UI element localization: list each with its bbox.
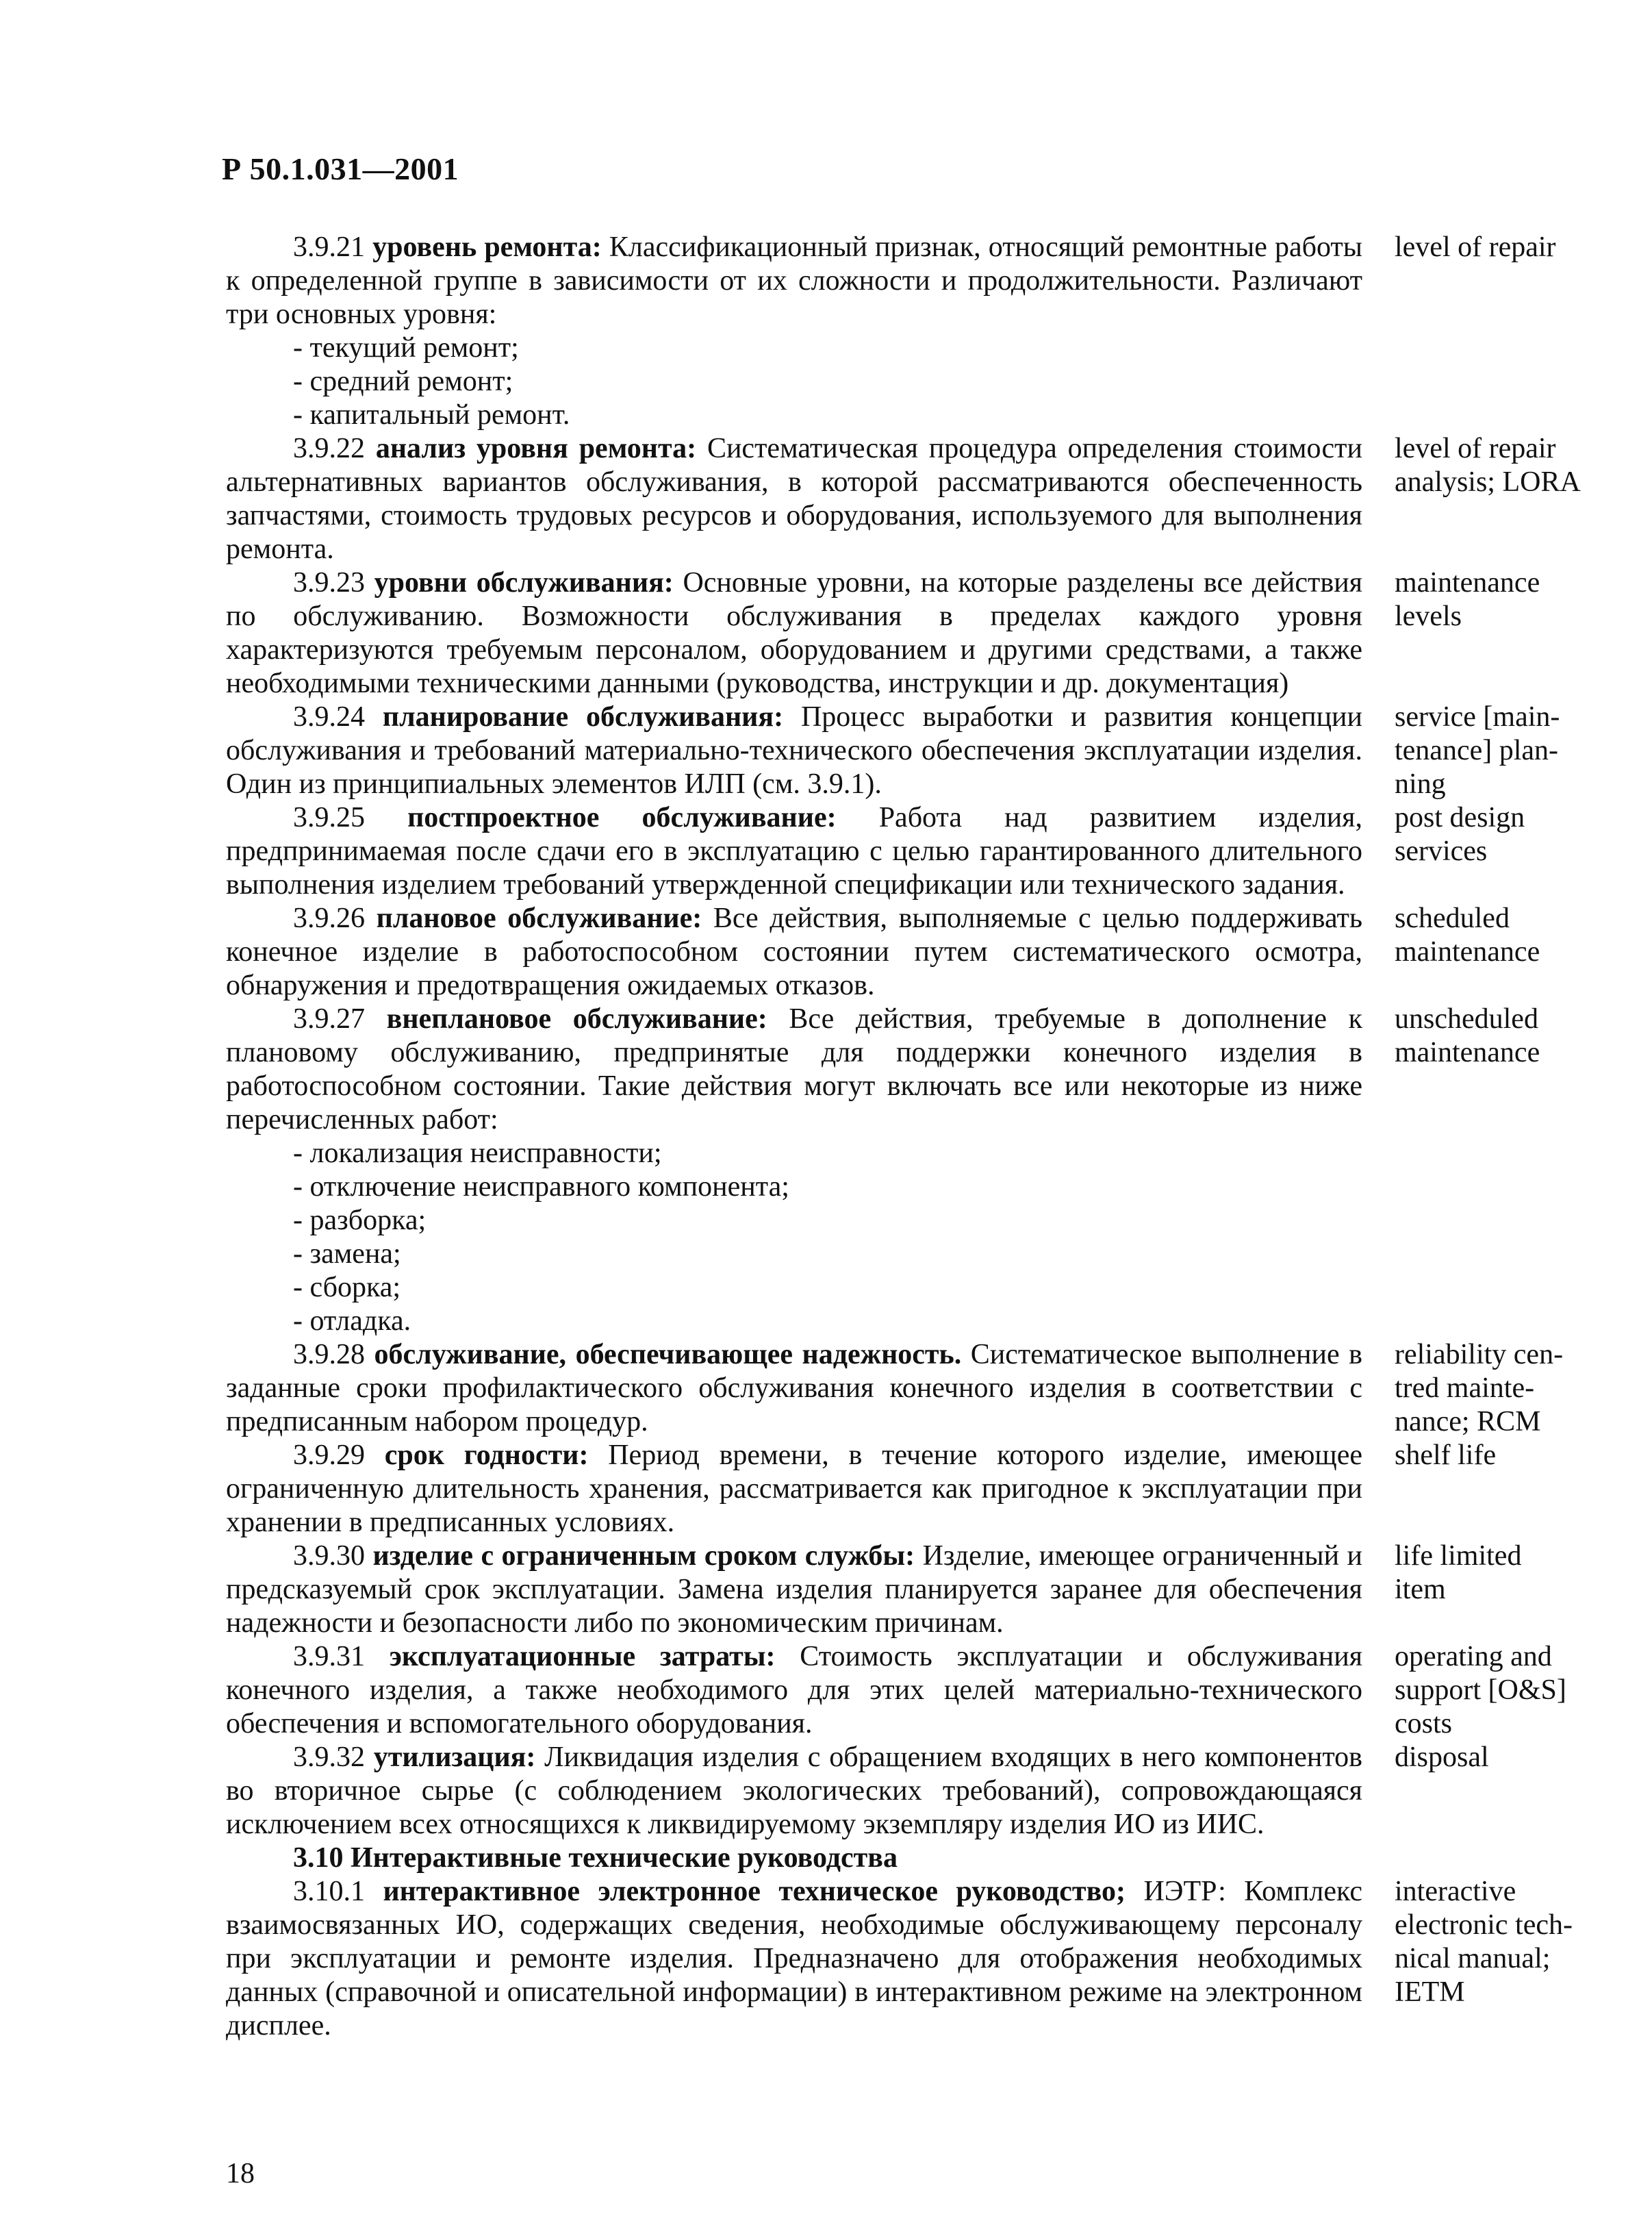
english-equivalent: scheduled maintenance — [1395, 903, 1540, 968]
term-number: 3.9.23 — [293, 567, 365, 599]
term-definition: Стоимость эксплуатации и обслуживания конечного изделия, а также необходимого для этих целей материально-технического обеспечения и вспомогательного оборудования. — [226, 1641, 1363, 1739]
list-item: - текущий ремонт; — [293, 332, 519, 364]
term-entry — [226, 231, 1602, 432]
english-equivalent: shelf life — [1395, 1440, 1497, 1471]
english-equivalent: level of repair — [1395, 231, 1556, 263]
term-definition: Ликвидация изделия с обращением входящих в него компонентов во вторичное сырье (с соблюдением экологических требований), сопровождающаяся исключением всех относящихся к ликвидируемому экземпляру изделия ИО из ИИС. — [226, 1742, 1362, 1840]
term-entry — [226, 1875, 1602, 2043]
english-equivalent: reliability cen- tred mainte- nance; RCM — [1395, 1339, 1564, 1437]
term-name: уровень ремонта: — [372, 231, 602, 263]
term-number: 3.9.26 — [293, 903, 365, 934]
term-definition: Систематическое выполнение в заданные сроки профилактического обслуживания конечного изделия в соответствии с предписанным набором процедур. — [226, 1339, 1362, 1437]
list-item: - отладка. — [293, 1305, 411, 1337]
term-number: 3.9.24 — [293, 701, 365, 733]
list-item: - сборка; — [293, 1272, 401, 1303]
term-definition: Процесс выработки и развития концепции обслуживания и требований материально-технического обеспечения эксплуатации изделия. Один из принципиальных элементов ИЛП (см. 3.9.1). — [226, 701, 1362, 800]
term-entry — [226, 902, 1602, 1003]
term-name: срок годности: — [384, 1440, 589, 1471]
term-number: 3.9.25 — [293, 802, 365, 833]
section-heading: 3.10 Интерактивные технические руководства — [293, 1842, 898, 1874]
term-number: 3.9.22 — [293, 433, 365, 464]
term-name: анализ уровня ремонта: — [375, 433, 697, 464]
english-equivalent: disposal — [1395, 1742, 1489, 1773]
term-number: 3.9.31 — [293, 1641, 365, 1672]
term-name: утилизация: — [373, 1742, 536, 1773]
english-equivalent: service [main- tenance] plan- ning — [1395, 701, 1560, 800]
term-entry — [226, 1640, 1602, 1741]
term-definition: ИЭТР: Комплекс взаимосвязанных ИО, содержащих сведения, необходимые обслуживающему персоналу при эксплуатации и ремонте изделия. Предназначено для отображения необходимых данных (справочной и описательной информации) в интерактивном режиме на электронном дисплее. — [226, 1876, 1362, 2041]
page-number: 18 — [226, 2158, 255, 2189]
term-name: постпроектное обслуживание: — [407, 802, 837, 833]
list-item: - замена; — [293, 1238, 401, 1270]
term-entry — [226, 1539, 1602, 1640]
document-body — [226, 231, 1602, 2043]
document-code: Р 50.1.031—2001 — [222, 151, 459, 186]
term-definition: Работа над развитием изделия, предпринимаемая после сдачи его в эксплуатацию с целью гарантированного длительного выполнения изделием требований утвержденной спецификации или технического задания. — [226, 802, 1362, 901]
english-equivalent: level of repair analysis; LORA — [1395, 433, 1581, 498]
term-definition: Изделие, имеющее ограниченный и предсказуемый срок эксплуатации. Замена изделия планируется заранее для обеспечения надежности и безопасности либо по экономическим причинам. — [226, 1540, 1363, 1639]
english-equivalent: interactive electronic tech- nical manual; IETM — [1395, 1876, 1573, 2008]
english-equivalent: life limited item — [1395, 1540, 1522, 1605]
term-name: уровни обслуживания: — [374, 567, 674, 599]
list-item: - отключение неисправного компонента; — [293, 1171, 789, 1203]
term-definition: Все действия, выполняемые с целью поддерживать конечное изделие в работоспособном состоянии путем систематического осмотра, обнаружения и предотвращения ожидаемых отказов. — [226, 903, 1363, 1001]
list-item: - разборка; — [293, 1205, 427, 1236]
term-name: планирование обслуживания: — [382, 701, 784, 733]
term-number: 3.9.21 — [293, 231, 365, 263]
term-name: эксплуатационные затраты: — [389, 1641, 776, 1672]
term-entry — [226, 701, 1602, 801]
term-entry — [226, 801, 1602, 902]
english-equivalent: maintenance levels — [1395, 567, 1540, 632]
term-number: 3.10.1 — [293, 1876, 365, 1907]
term-number: 3.9.29 — [293, 1440, 365, 1471]
term-definition: Все действия, требуемые в дополнение к плановому обслуживанию, предпринятые для поддержки конечного изделия в работоспособном состоянии. Такие действия могут включать все или некоторые из ниже перечисленных работ: — [226, 1003, 1362, 1135]
english-equivalent: operating and support [O&S] costs — [1395, 1641, 1566, 1739]
term-entry — [226, 1439, 1602, 1539]
term-entry — [226, 432, 1602, 566]
term-entry — [226, 1338, 1602, 1439]
term-name: обслуживание, обеспечивающее надежность. — [374, 1339, 962, 1370]
term-entry — [226, 566, 1602, 701]
term-number: 3.9.27 — [293, 1003, 365, 1035]
term-number: 3.9.28 — [293, 1339, 365, 1370]
list-item: - локализация неисправности; — [293, 1137, 662, 1169]
english-equivalent: unscheduled maintenance — [1395, 1003, 1540, 1068]
list-item: - капитальный ремонт. — [293, 399, 570, 431]
term-name: плановое обслуживание: — [376, 903, 702, 934]
term-definition: Период времени, в течение которого изделие, имеющее ограниченную длительность хранения, рассматривается как пригодное к эксплуатации при хранении в предписанных условиях. — [226, 1440, 1362, 1538]
term-entry — [226, 1003, 1602, 1338]
term-name: интерактивное электронное техническое руководство; — [383, 1876, 1126, 1907]
list-item: - средний ремонт; — [293, 366, 513, 397]
term-definition: Классификационный признак, относящий ремонтные работы к определенной группе в зависимости от их сложности и продолжительности. Различают три основных уровня: — [226, 231, 1363, 330]
term-name: внеплановое обслуживание: — [386, 1003, 767, 1035]
term-number: 3.9.30 — [293, 1540, 365, 1572]
term-definition: Систематическая процедура определения стоимости альтернативных вариантов обслуживания, в которой рассматриваются обеспеченность запчастями, стоимость трудовых ресурсов и оборудования, используемого для выполнения ремонта. — [226, 433, 1362, 565]
term-definition: Основные уровни, на которые разделены все действия по обслуживанию. Возможности обслуживания в пределах каждого уровня характеризуются требуемым персоналом, оборудованием и другими средствами, а также необходимыми техническими данными (руководства, инструкции и др. документация) — [226, 567, 1363, 699]
term-number: 3.9.32 — [293, 1742, 365, 1773]
english-equivalent: post design services — [1395, 802, 1525, 867]
term-entry — [226, 1741, 1602, 1841]
term-name: изделие с ограниченным сроком службы: — [372, 1540, 915, 1572]
